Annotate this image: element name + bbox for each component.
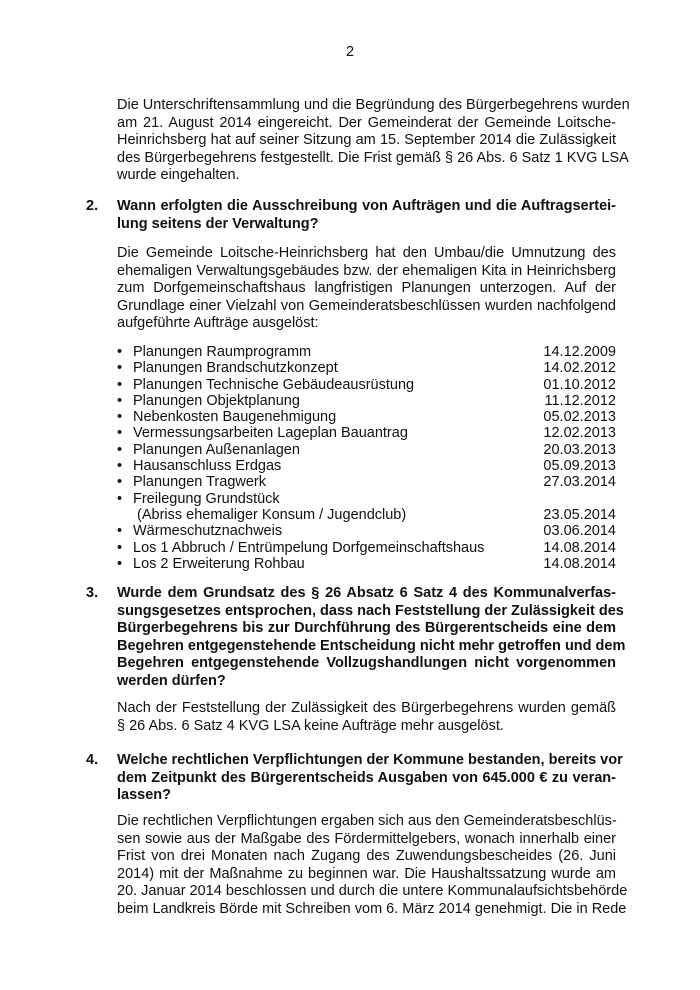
intro-paragraph — [117, 97, 630, 185]
question-line: Bürgerbegehrens bis zur Durchführung des Bürgerentscheids eine dem — [117, 620, 616, 637]
list-item — [117, 523, 616, 539]
item-label: (Abriss ehemaliger Konsum / Jugendclub) — [137, 506, 407, 523]
list-item — [117, 360, 616, 376]
bullet: • — [117, 392, 123, 409]
bullet: • — [117, 376, 123, 393]
section-2-number: 2. — [86, 198, 99, 214]
item-date: 23.05.2014 — [543, 506, 616, 523]
question-line: werden dürfen? — [117, 672, 226, 689]
list-item — [117, 491, 616, 507]
question-line: Welche rechtlichen Verpflichtungen der Kommune bestanden, bereits vor — [117, 752, 623, 768]
bullet: • — [117, 474, 123, 491]
intro-line: Heinrichsberg hat auf seiner Sitzung am 15. September 2014 die Zulässigkeit — [117, 132, 616, 149]
item-label: Vermessungsarbeiten Lageplan Bauantrag — [133, 425, 408, 442]
bullet: • — [117, 441, 123, 458]
section-2-answer — [117, 245, 616, 333]
answer-line: sen sowie aus der Maßgabe des Fördermittelgebers, wonach innerhalb einer — [117, 830, 616, 847]
intro-line: wurde eingehalten. — [117, 167, 240, 184]
item-label: Los 1 Abbruch / Entrümpelung Dorfgemeinschaftshaus — [133, 539, 485, 556]
item-date: 20.03.2013 — [543, 441, 616, 458]
bullet: • — [117, 360, 123, 377]
section-4-question — [117, 752, 623, 805]
item-label: Planungen Brandschutzkonzept — [133, 360, 338, 377]
answer-line: Nach der Feststellung der Zulässigkeit des Bürgerbegehrens wurden gemäß — [117, 700, 616, 716]
item-date: 14.08.2014 — [543, 555, 616, 572]
item-label: Planungen Tragwerk — [133, 474, 266, 491]
bullet: • — [117, 523, 123, 540]
intro-line: Die Unterschriftensammlung und die Begründung des Bürgerbegehrens wurden — [117, 97, 630, 113]
item-label: Planungen Technische Gebäudeausrüstung — [133, 376, 415, 393]
bullet: • — [117, 425, 123, 442]
question-line: lung seitens der Verwaltung? — [117, 215, 319, 232]
item-label: Nebenkosten Baugenehmigung — [133, 409, 337, 426]
answer-line: Die rechtlichen Verpflichtungen ergaben sich aus den Gemeinderatsbeschlüs- — [117, 813, 617, 829]
item-label: Freilegung Grundstück — [133, 490, 280, 507]
item-date: 05.02.2013 — [543, 409, 616, 426]
item-label: Planungen Außenanlagen — [133, 441, 300, 458]
answer-line: § 26 Abs. 6 Satz 4 KVG LSA keine Aufträge mehr ausgelöst. — [117, 717, 504, 734]
section-3-number: 3. — [86, 585, 99, 601]
bullet: • — [117, 409, 123, 426]
bullet: • — [117, 555, 123, 572]
answer-line: Frist von drei Monaten nach Zugang des Zuwendungsbescheides (26. Juni — [117, 848, 616, 865]
item-date: 14.12.2009 — [543, 344, 616, 360]
list-item — [117, 507, 616, 523]
question-line: lassen? — [117, 787, 171, 804]
question-line: Wurde dem Grundsatz des § 26 Absatz 6 Satz 4 des Kommunalverfas- — [117, 585, 616, 601]
item-date: 12.02.2013 — [543, 425, 616, 442]
item-label: Planungen Raumprogramm — [133, 344, 312, 360]
list-item — [117, 409, 616, 425]
item-label: Los 2 Erweiterung Rohbau — [133, 555, 305, 572]
page-number: 2 — [345, 44, 355, 60]
list-item — [117, 556, 616, 572]
question-line: sungsgesetzes entsprochen, dass nach Feststellung der Zulässigkeit des — [117, 602, 624, 619]
answer-line: ehemaligen Verwaltungsgebäudes bzw. der ehemaligen Kita in Heinrichsberg — [117, 262, 616, 279]
bullet: • — [117, 458, 123, 475]
list-item — [117, 377, 616, 393]
question-line: Wann erfolgten die Ausschreibung von Aufträgen und die Auftragsertei- — [117, 198, 616, 214]
bullet: • — [117, 539, 123, 556]
list-item — [117, 540, 616, 556]
section-4-number: 4. — [86, 752, 99, 768]
answer-line: 20. Januar 2014 beschlossen und durch die untere Kommunalaufsichtsbehörde — [117, 883, 628, 900]
section-3-answer — [117, 700, 616, 735]
answer-line: aufgeführte Aufträge ausgelöst: — [117, 315, 319, 332]
section-2-question — [117, 198, 616, 233]
question-line: Begehren entgegenstehende Vollzugshandlungen nicht vorgenommen — [117, 655, 616, 672]
section-3-question — [117, 585, 626, 691]
list-item — [117, 474, 616, 490]
answer-line: zum Dorfgemeinschaftshaus langfristigen Planungen unterzogen. Auf der — [117, 280, 616, 297]
answer-line: Die Gemeinde Loitsche-Heinrichsberg hat den Umbau/die Umnutzung des — [117, 245, 616, 261]
question-line: dem Zeitpunkt des Bürgerentscheids Ausgaben von 645.000 € zu veran- — [117, 769, 616, 786]
list-item — [117, 393, 616, 409]
item-label: Hausanschluss Erdgas — [133, 458, 282, 475]
item-date: 03.06.2014 — [543, 523, 616, 540]
answer-line: 2014) mit der Maßnahme zu beginnen war. Die Haushaltssatzung wurde am — [117, 865, 616, 882]
item-label: Planungen Objektplanung — [133, 392, 300, 409]
list-item — [117, 442, 616, 458]
order-list — [117, 344, 616, 572]
intro-line: am 21. August 2014 eingereicht. Der Gemeinderat der Gemeinde Loitsche- — [117, 114, 616, 131]
bullet: • — [117, 490, 123, 507]
bullet: • — [117, 344, 123, 360]
item-date: 11.12.2012 — [544, 392, 616, 409]
item-date: 01.10.2012 — [543, 376, 616, 393]
question-line: Begehren entgegenstehende Entscheidung nicht mehr getroffen und dem — [117, 637, 626, 654]
list-item — [117, 344, 616, 360]
item-date: 27.03.2014 — [543, 474, 616, 491]
item-date: 14.08.2014 — [543, 539, 616, 556]
item-date: 05.09.2013 — [543, 458, 616, 475]
item-date: 14.02.2012 — [543, 360, 616, 377]
list-item — [117, 458, 616, 474]
answer-line: beim Landkreis Börde mit Schreiben vom 6. März 2014 genehmigt. Die in Rede — [117, 900, 627, 917]
intro-line: des Bürgerbegehrens festgestellt. Die Frist gemäß § 26 Abs. 6 Satz 1 KVG LSA — [117, 149, 629, 166]
answer-line: Grundlage einer Vielzahl von Gemeinderatsbeschlüssen wurden nachfolgend — [117, 297, 616, 314]
item-label: Wärmeschutznachweis — [133, 523, 283, 540]
section-4-answer — [117, 813, 628, 919]
list-item — [117, 425, 616, 441]
